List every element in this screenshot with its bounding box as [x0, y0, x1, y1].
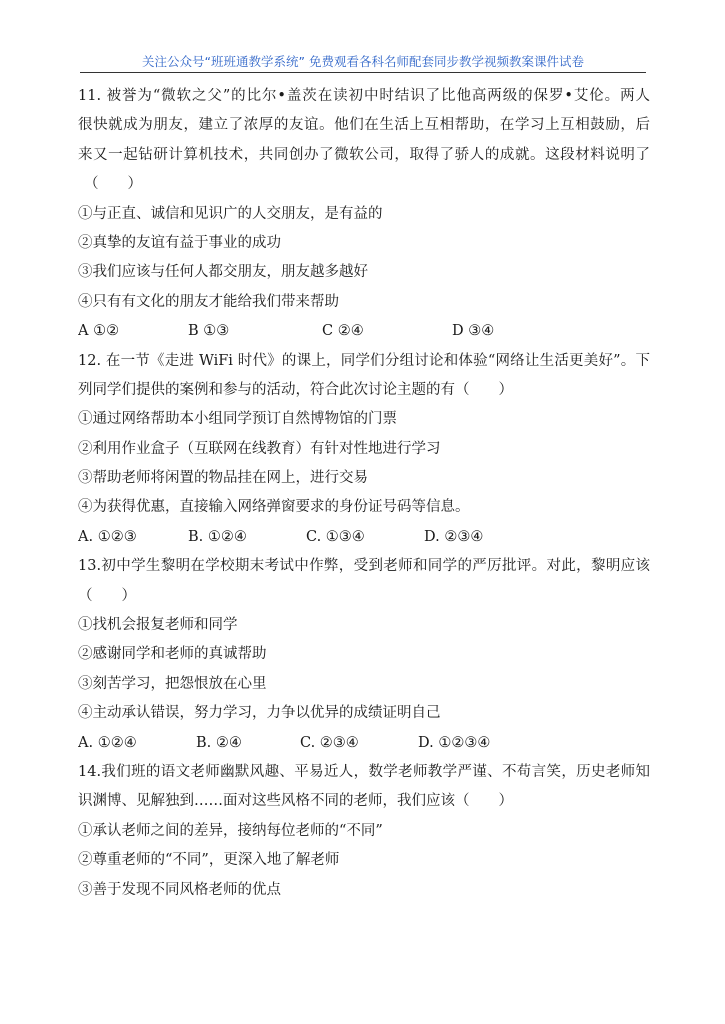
question-stem-line: 14.我们班的语文老师幽默风趣、平易近人，数学老师教学严谨、不苟言笑，历史老师知	[78, 763, 650, 780]
question-13	[78, 552, 650, 758]
answer-blank: （ ）	[78, 587, 136, 604]
option-a: A. ①②④	[78, 734, 137, 751]
statement: ③善于发现不同风格老师的优点	[78, 881, 281, 898]
statement: ②真挚的友谊有益于事业的成功	[78, 234, 281, 251]
question-11	[78, 82, 650, 347]
statement: ④主动承认错误，努力学习，力争以优异的成绩证明自己	[78, 705, 441, 722]
options-row	[78, 523, 650, 552]
option-a: A ①②	[78, 323, 120, 340]
page-header: 关注公众号“班班通教学系统” 免费观看各科名师配套同步教学视频教案课件试卷	[142, 54, 584, 69]
question-12	[78, 347, 650, 553]
option-a: A. ①②③	[78, 528, 137, 545]
question-stem-line: 12. 在一节《走进 WiFi 时代》的课上，同学们分组讨论和体验“网络让生活更美好”。下	[78, 352, 650, 369]
option-b: B. ②④	[196, 734, 242, 751]
statement: ④只有有文化的朋友才能给我们带来帮助	[78, 293, 339, 310]
options-row	[78, 317, 650, 346]
option-d: D. ②③④	[424, 528, 484, 545]
question-stem-line: 11. 被誉为“微软之父”的比尔•盖茨在读初中时结识了比他高两级的保罗•艾伦。两人	[78, 88, 650, 104]
option-d: D. ①②③④	[418, 734, 491, 751]
statement: ①承认老师之间的差异，接纳每位老师的“不同”	[78, 822, 383, 839]
statement: ③我们应该与任何人都交朋友，朋友越多越好	[78, 264, 368, 281]
question-stem-line: 很快就成为朋友，建立了浓厚的友谊。他们在生活上互相帮助，在学习上互相鼓励，后	[78, 117, 650, 134]
statement: ③刻苦学习，把怨恨放在心里	[78, 675, 267, 692]
option-c: C. ①③④	[306, 528, 365, 545]
statement: ①找机会报复老师和同学	[78, 617, 238, 634]
options-row	[78, 729, 650, 758]
statement: ②尊重老师的“不同”，更深入地了解老师	[78, 852, 340, 869]
question-stem-line: 识渊博、见解独到……面对这些风格不同的老师，我们应该（ ）	[78, 793, 513, 810]
option-d: D ③④	[452, 323, 495, 340]
answer-blank: （ ）	[84, 176, 142, 193]
question-list	[78, 82, 650, 905]
option-c: C ②④	[322, 323, 364, 340]
option-b: B ①③	[188, 323, 230, 340]
statement: ①通过网络帮助本小组同学预订自然博物馆的门票	[78, 411, 397, 428]
question-stem-line: 13.初中学生黎明在学校期末考试中作弊，受到老师和同学的严厉批评。对此，黎明应该	[78, 558, 650, 575]
statement: ②感谢同学和老师的真诚帮助	[78, 646, 267, 663]
question-stem-line: 来又一起钻研计算机技术，共同创办了微软公司，取得了骄人的成就。这段材料说明了	[78, 146, 650, 163]
statement: ③帮助老师将闲置的物品挂在网上，进行交易	[78, 470, 368, 487]
statement: ④为获得优惠，直接输入网络弹窗要求的身份证号码等信息。	[78, 499, 470, 516]
question-stem-line: 列同学们提供的案例和参与的活动，符合此次讨论主题的有（ ）	[78, 381, 513, 398]
statement: ①与正直、诚信和见识广的人交朋友，是有益的	[78, 205, 383, 222]
statement: ②利用作业盒子（互联网在线教育）有针对性地进行学习	[78, 440, 441, 457]
header-divider	[80, 72, 646, 73]
option-c: C. ②③④	[300, 734, 359, 751]
question-14	[78, 758, 650, 905]
option-b: B. ①②④	[188, 528, 247, 545]
